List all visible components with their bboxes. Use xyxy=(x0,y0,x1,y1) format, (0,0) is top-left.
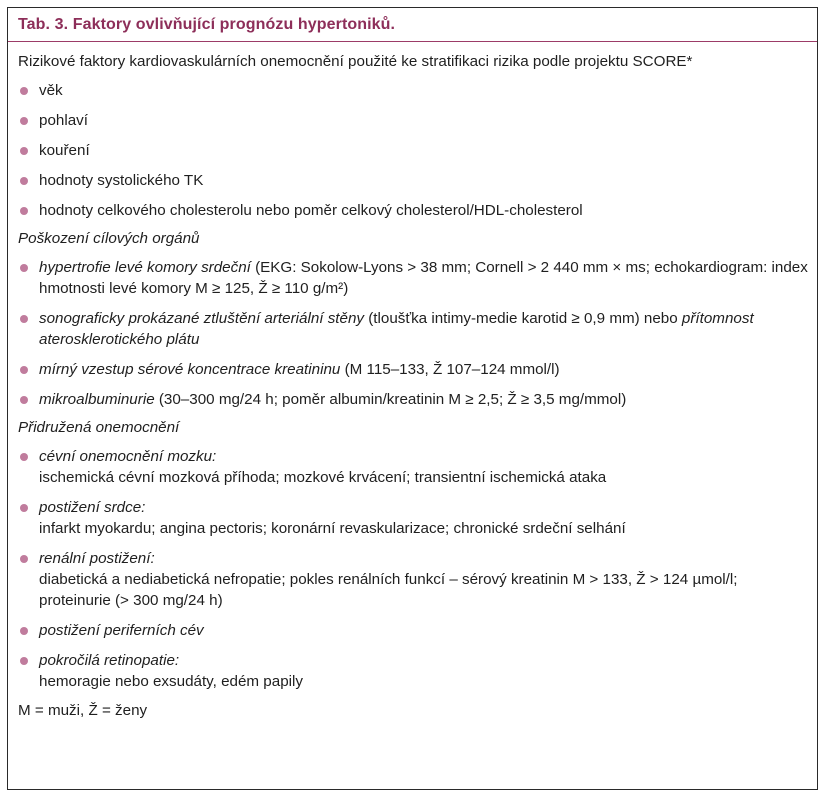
list-item: pohlaví xyxy=(18,110,809,131)
bullet-icon xyxy=(20,147,28,155)
table-body xyxy=(18,42,809,721)
bullet-icon xyxy=(20,657,28,665)
associated-heading: Přidružená onemocnění xyxy=(18,419,180,436)
bullet-icon xyxy=(20,453,28,461)
table-frame xyxy=(7,7,818,790)
list-item: pokročilá retinopatie: hemoragie nebo exsudáty, edém papily xyxy=(18,650,809,692)
list-item: hodnoty systolického TK xyxy=(18,170,809,191)
list-item: kouření xyxy=(18,140,809,161)
organ-damage-heading: Poškození cílových orgánů xyxy=(18,230,200,247)
list-item: věk xyxy=(18,80,809,101)
list-item: renální postižení: diabetická a nediabetická nefropatie; pokles renálních funkcí – sérový kreatinin M > 133, Ž > 124 µmol/l; proteinurie (> 300 mg/24 h) xyxy=(18,548,809,611)
bullet-icon xyxy=(20,87,28,95)
list-item: hodnoty celkového cholesterolu nebo poměr celkový cholesterol/HDL-cholesterol xyxy=(18,200,809,221)
bullet-icon xyxy=(20,315,28,323)
bullet-icon xyxy=(20,207,28,215)
list-item: mikroalbuminurie (30–300 mg/24 h; poměr albumin/kreatinin M ≥ 2,5; Ž ≥ 3,5 mg/mmol) xyxy=(18,389,809,410)
bullet-icon xyxy=(20,117,28,125)
risk-factors-intro: Rizikové faktory kardiovaskulárních onemocnění použité ke stratifikaci rizika podle projektu SCORE* xyxy=(18,53,693,70)
organ-damage-list xyxy=(18,257,809,410)
bullet-icon xyxy=(20,504,28,512)
list-item: postižení srdce: infarkt myokardu; angina pectoris; koronární revaskularizace; chronické srdeční selhání xyxy=(18,497,809,539)
list-item: sonograficky prokázané ztluštění arteriální stěny (tloušťka intimy-medie karotid ≥ 0,9 mm) nebo přítomnost aterosklerotického plátu xyxy=(18,308,809,350)
abbreviations-note: M = muži, Ž = ženy xyxy=(18,702,148,719)
list-item: cévní onemocnění mozku: ischemická cévní mozková příhoda; mozkové krvácení; transientní ischemická ataka xyxy=(18,446,809,488)
table-title: Tab. 3. Faktory ovlivňující prognózu hypertoniků. xyxy=(18,15,396,33)
bullet-icon xyxy=(20,555,28,563)
table-header xyxy=(8,8,817,42)
risk-factors-list xyxy=(18,80,809,221)
list-item: postižení periferních cév xyxy=(18,620,809,641)
associated-list xyxy=(18,446,809,692)
bullet-icon xyxy=(20,366,28,374)
list-item: mírný vzestup sérové koncentrace kreatininu (M 115–133, Ž 107–124 mmol/l) xyxy=(18,359,809,380)
list-item: hypertrofie levé komory srdeční (EKG: Sokolow-Lyons > 38 mm; Cornell > 2 440 mm × ms; echokardiogram: index hmotnosti levé komory M ≥ 125, Ž ≥ 110 g/m²) xyxy=(18,257,809,299)
bullet-icon xyxy=(20,627,28,635)
bullet-icon xyxy=(20,396,28,404)
bullet-icon xyxy=(20,264,28,272)
bullet-icon xyxy=(20,177,28,185)
